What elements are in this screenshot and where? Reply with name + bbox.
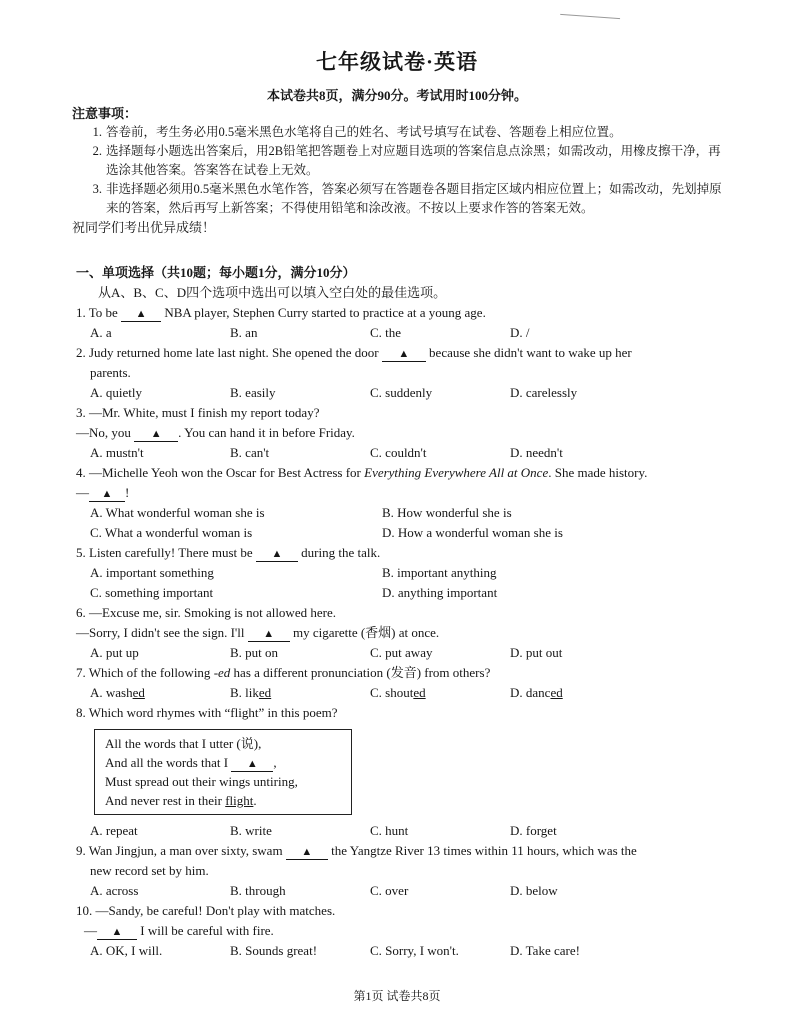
note-text: 答卷前，考生务必用0.5毫米黑色水笔将自己的姓名、考试号填写在试卷、答题卷上相应位置。 [106,125,622,139]
answer-blank[interactable] [231,757,273,772]
option-d[interactable]: D. / [510,325,530,340]
notes-block [72,104,732,238]
answer-blank[interactable] [121,307,161,322]
option-d[interactable]: D. needn't [510,445,563,460]
question-text: — [84,923,97,938]
option-a[interactable]: A. mustn't [90,445,144,460]
option-a[interactable]: A. What wonderful woman she is [90,505,265,520]
answer-blank[interactable] [97,925,137,940]
option-a[interactable]: A. OK, I will. [90,943,163,958]
option-b[interactable]: B. How wonderful she is [382,505,512,520]
question-text: because she didn't want to wake up her [425,345,632,360]
poem-text: , [273,755,277,770]
option-b[interactable] [230,683,370,703]
options-row [76,563,736,583]
option-a-suffix: ed [132,685,145,700]
note-text: 选择题每小题选出答案后，用2B铅笔把答题卷上对应题目选项的答案信息点涂黑；如需改动，用橡皮擦干净，再选涂其他答案。答案答在试卷上无效。 [106,144,721,177]
option-c-suffix: ed [413,685,426,700]
option-a[interactable]: A. quietly [90,385,142,400]
option-b-suffix: ed [258,685,272,700]
poem-line: All the words that I utter (说), [105,736,262,751]
options-row [76,821,736,841]
option-d[interactable]: D. below [510,883,558,898]
triangle-icon: ▲ [246,758,258,770]
triangle-icon: ▲ [150,428,162,440]
suffix-ed: -ed [213,665,231,680]
option-d[interactable]: D. forget [510,823,557,838]
options-row [76,523,736,543]
question-text: . You can hand it in before Friday. [178,425,355,440]
section-single-choice [76,262,736,961]
options-row [76,323,736,343]
options-row [76,941,736,961]
question-4 [76,463,736,483]
option-a[interactable]: A. put up [90,645,139,660]
option-b[interactable]: B. an [230,325,258,340]
question-text: — [76,485,89,500]
question-text: 1. To be [76,305,122,320]
poem-text: And all the words that I [105,755,232,770]
poem-line [105,753,341,772]
note-number: 3. [92,182,102,196]
option-a[interactable]: A. a [90,325,112,340]
options-row [76,643,736,663]
options-row [76,443,736,463]
question-text: has a different pronunciation (发音) from others? [230,665,491,680]
option-a[interactable]: A. across [90,883,139,898]
good-luck-text: 祝同学们考出优异成绩！ [72,220,216,235]
note-text: 非选择题必须用0.5毫米黑色水笔作答，答案必须写在答题卷各题目指定区域内相应位置上；如需改动，先划掉原来的答案，然后再写上新答案；不得使用铅笔和涂改液。不按以上要求作答的答案无效。 [106,182,722,215]
question-3: 3. —Mr. White, must I finish my report today? [76,405,320,420]
options-row [76,583,736,603]
option-a[interactable]: A. repeat [90,823,138,838]
question-text: I will be careful with fire. [137,923,274,938]
question-8: 8. Which word rhymes with “flight” in this poem? [76,705,338,720]
option-d[interactable]: D. How a wonderful woman she is [382,525,563,540]
question-3-reply [76,423,736,443]
option-d[interactable]: D. anything important [382,585,498,600]
answer-blank[interactable] [382,347,426,362]
triangle-icon: ▲ [111,926,123,938]
question-text: —No, you [76,425,135,440]
question-continuation: parents. [90,365,131,380]
answer-blank[interactable] [286,845,328,860]
option-b[interactable]: B. easily [230,385,276,400]
poem-text: And never rest in their [105,793,226,808]
option-b[interactable]: B. Sounds great! [230,943,318,958]
poem-line [105,791,341,810]
option-d[interactable] [510,683,650,703]
option-b[interactable]: B. important anything [382,565,497,580]
question-text: —Sorry, I didn't see the sign. I'll [76,625,248,640]
triangle-icon: ▲ [101,488,113,500]
option-d-stem: D. danc [510,685,551,700]
option-c[interactable]: C. Sorry, I won't. [370,943,459,958]
question-text: 9. Wan Jingjun, a man over sixty, swam [76,843,286,858]
option-a[interactable]: A. important something [90,565,214,580]
note-item [72,180,732,218]
question-continuation: new record set by him. [90,863,209,878]
rhyme-word: flight [225,793,254,808]
question-1 [76,303,736,323]
options-row [76,383,736,403]
question-2 [76,343,736,363]
question-text: my cigarette (香烟) at once. [289,625,440,640]
answer-blank[interactable] [89,487,125,502]
option-d[interactable]: D. put out [510,645,563,660]
options-row [76,881,736,901]
option-c[interactable]: C. suddenly [370,385,433,400]
triangle-icon: ▲ [301,846,313,858]
option-b[interactable]: B. through [230,883,286,898]
triangle-icon: ▲ [398,348,410,360]
section-heading: 一、单项选择（共10题；每小题1分，满分10分） [76,265,356,280]
question-text: during the talk. [297,545,381,560]
options-row [76,503,736,523]
question-5 [76,543,736,563]
option-c[interactable]: C. the [370,325,402,340]
question-text: 4. —Michelle Yeoh won the Oscar for Best Actress for [76,465,365,480]
triangle-icon: ▲ [135,308,147,320]
option-c[interactable]: C. over [370,883,409,898]
notes-heading: 注意事项： [72,106,138,121]
option-d[interactable]: D. carelessly [510,385,578,400]
option-c[interactable]: C. What a wonderful woman is [90,525,253,540]
answer-blank[interactable] [134,427,178,442]
question-7 [76,663,736,683]
note-item [72,123,732,142]
option-b[interactable]: B. can't [230,445,270,460]
option-c[interactable]: C. hunt [370,823,409,838]
question-10: 10. —Sandy, be careful! Don't play with matches. [76,903,336,918]
question-text: 7. Which of the following [76,665,214,680]
movie-title: Everything Everywhere All at Once [364,465,549,480]
option-c[interactable]: C. couldn't [370,445,427,460]
page-subtitle: 本试卷共8页，满分90分。考试用时100分钟。 [266,88,527,103]
question-10-reply [76,921,736,941]
question-text: NBA player, Stephen Curry started to practice at a young age. [161,305,486,320]
question-4-reply [76,483,736,503]
option-c[interactable] [370,683,510,703]
section-instruction: 从A、B、C、D四个选项中选出可以填入空白处的最佳选项。 [98,285,447,300]
question-text: 2. Judy returned home late last night. She opened the door [76,345,382,360]
poem-text: . [253,793,257,808]
note-number: 1. [92,125,102,139]
triangle-icon: ▲ [271,548,283,560]
question-text: 5. Listen carefully! There must be [76,545,256,560]
question-6-reply [76,623,736,643]
option-b[interactable]: B. write [230,823,272,838]
page-footer: 第1页 试卷共8页 [353,989,441,1003]
question-text: the Yangtze River 13 times within 11 hours, which was the [327,843,637,858]
note-item [72,142,732,180]
option-d[interactable]: D. Take care! [510,943,580,958]
option-a-stem: A. wash [90,685,133,700]
option-c[interactable]: C. put away [370,645,433,660]
option-d-suffix: ed [550,685,563,700]
option-c-stem: C. shout [370,685,414,700]
answer-blank[interactable] [256,547,298,562]
option-b[interactable]: B. put on [230,645,279,660]
question-9 [76,841,736,861]
triangle-icon: ▲ [263,628,275,640]
question-text: . She made history. [548,465,648,480]
poem-line: Must spread out their wings untiring, [105,774,298,789]
option-c[interactable]: C. something important [90,585,214,600]
scan-artifact [560,14,620,23]
option-b-stem: B. lik [230,685,259,700]
note-number: 2. [92,144,102,158]
option-a[interactable] [90,683,230,703]
page-title: 七年级试卷·英语 [315,50,478,74]
question-6: 6. —Excuse me, sir. Smoking is not allowed here. [76,605,336,620]
options-row [76,683,736,703]
question-text: ! [125,485,130,500]
poem-box [94,729,352,815]
answer-blank[interactable] [248,627,290,642]
